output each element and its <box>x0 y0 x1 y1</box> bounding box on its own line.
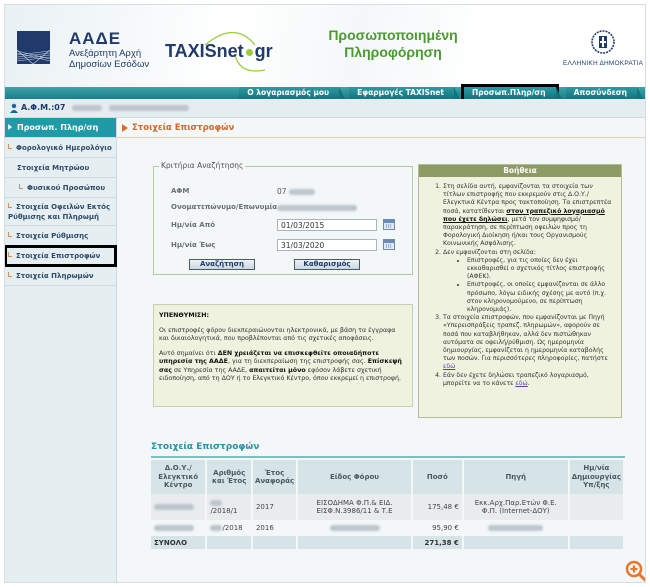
help-subitem-1: • Επιστροφές, για τις οποίες δεν έχει εκκαθαρισθεί ο σχετικός τίτλος επιστροφής (ΑΦΕΚ). <box>467 257 613 282</box>
cell-doy <box>151 494 206 520</box>
number-suffix: /2018 <box>222 524 243 532</box>
taxisnet-right: gr <box>254 41 273 61</box>
cell-doy <box>151 520 206 536</box>
help-bold: στον τραπεζικό λογαριασμό που έχετε δηλώσει <box>443 207 605 223</box>
taxisnet-left: TAXISnet <box>165 41 244 61</box>
reminder-bold: ΔΕΝ χρειάζεται να επισκεφθείτε οποιαδήποτε υπηρεσία της ΑΑΔΕ <box>159 349 380 365</box>
sidebar-item-debts[interactable] <box>5 198 116 226</box>
name-label: Ονοματεπώνυμο/Επωνυμία <box>171 203 278 211</box>
date-from-label: Ημ/νία Από <box>171 221 216 229</box>
table-header-row <box>151 460 624 494</box>
tree-branch-icon <box>19 184 23 189</box>
reminder-p2 <box>159 350 407 384</box>
page-banner-line1: Προσωποποιημένη <box>328 27 458 43</box>
page-banner <box>323 27 463 61</box>
cell-tax-type <box>297 520 412 536</box>
calendar-icon[interactable] <box>383 219 395 230</box>
help-item-2 <box>443 249 613 315</box>
tree-branch-icon <box>8 252 12 257</box>
results-divider <box>151 456 625 458</box>
reminder-text: σε Υπηρεσία της ΑΑΔΕ, <box>171 366 250 374</box>
doy-redacted <box>154 504 194 510</box>
help-text: Τα στοιχεία επιστροφών, που εμφανίζονται με Πηγή «Υπερεισπράξεις τραπεζ. πληρωμών», αφορούν σε ποσά που καταβλήθηκαν, αλλά δεν πιστώθηκαν αυτόματα σε οφειλή/ρύθμιση. Ως ημερομηνία δημιουργίας, εμφανίζεται η ημερομηνία καταβολής των ποσών. Για περισσότερες πληροφορίες, πατήστε <box>443 314 608 363</box>
user-bar <box>5 99 645 118</box>
total-amount: 271,38 € <box>412 536 463 549</box>
triangle-right-icon <box>8 124 12 130</box>
reminder-text: εφόσον λάβετε σχετική ειδοποίηση, από τη ΔΟΥ ή το Ελεγκτικό Κέντρο, όπου εκκρεμεί η επιστροφή. <box>159 366 402 382</box>
tab-my-account[interactable]: Ο λογαριασμός μου <box>239 87 339 99</box>
aade-logo-icon <box>17 31 50 64</box>
sidebar-item-natural-person[interactable] <box>5 178 116 198</box>
reminder-bold: απαιτείται μόνο <box>249 366 306 374</box>
triangle-right-icon <box>122 124 128 132</box>
tab-personal-info[interactable]: Προσωπ.Πληρ/ση <box>464 87 556 99</box>
number-suffix: /2018/1 <box>210 507 238 515</box>
search-criteria-fieldset <box>153 161 413 275</box>
help-text: . <box>527 379 530 387</box>
tree-branch-icon <box>8 272 12 277</box>
sidebar-item-label: Στοιχεία Ρύθμισης <box>16 232 89 240</box>
reminder-text: Αυτό σημαίνει ότι <box>159 349 218 357</box>
col-header-amount: Ποσό <box>412 460 463 494</box>
date-to-input[interactable] <box>277 239 377 251</box>
col-header-source: Πηγή <box>463 460 569 494</box>
help-item-1 <box>443 183 613 249</box>
clear-button[interactable]: Καθαρισμός <box>294 259 360 270</box>
sidebar-item-registry[interactable] <box>5 158 116 178</box>
cell-empty <box>206 536 252 549</box>
help-item-3 <box>443 314 613 371</box>
cell-empty <box>297 536 412 549</box>
tree-branch-icon <box>8 144 12 149</box>
col-header-doy: Δ.Ο.Υ./ Ελεγκτικό Κέντρο <box>151 460 206 494</box>
name-redacted <box>277 205 357 211</box>
afm-prefix: 07 <box>277 187 287 196</box>
help-text: Δεν εμφανίζονται στη σελίδα: <box>443 248 536 256</box>
cell-amount: 95,90 € <box>412 520 463 536</box>
criteria-legend: Κριτήρια Αναζήτησης <box>161 161 244 170</box>
col-header-number: Αριθμός και Έτος <box>206 460 252 494</box>
zoom-in-icon[interactable] <box>625 560 646 582</box>
help-subitem-2: • Επιστροφές, οι οποίες εμφανίζονται σε άλλο πρόσωπο, λόγω ειδικής σχέσης με αυτό (π.χ. στον κληρονομούμενο, σε περίπτωση κληρονομιάς). <box>467 281 613 314</box>
afm-redacted <box>289 189 315 195</box>
calendar-icon[interactable] <box>383 239 395 250</box>
sidebar-item-label: Προσωπ. Πληρ/ση <box>17 123 99 132</box>
greek-emblem-icon <box>590 29 616 55</box>
help-text: , μετά τον συμψηφισμό/ παρακράτηση, σε περίπτωση οφειλών προς τη Φορολογική Διοίκηση ή/και τους Οργανισμούς Κοινωνικής Ασφάλισης. <box>443 215 588 248</box>
tree-branch-icon <box>8 203 12 208</box>
user-icon <box>9 103 19 113</box>
org-name-line2: Δημοσίων Εσόδων <box>69 59 150 70</box>
sidebar-item-refunds[interactable] <box>5 246 116 266</box>
afm-redacted <box>72 105 102 111</box>
sidebar-item-label: Φυσικού Προσώπου <box>27 184 106 192</box>
tab-logout[interactable]: Αποσύνδεση <box>566 87 637 99</box>
number-redacted <box>210 525 222 531</box>
main-title-bar <box>117 118 645 138</box>
taxisnet-dot-icon <box>246 49 253 56</box>
help-link-more-info[interactable]: εδώ <box>443 363 456 371</box>
afm-label: ΑΦΜ <box>171 187 190 195</box>
user-name-redacted <box>109 105 189 111</box>
sidebar <box>5 118 117 583</box>
org-abbr: ΑΑΔΕ <box>69 29 122 48</box>
reminder-p1: Οι επιστροφές φόρου διεκπεραιώνονται ηλεκτρονικά, με βάση τα έγγραφα και δικαιολογητικά, που προβλέπονται από τις σχετικές αποφάσεις. <box>159 326 396 342</box>
sidebar-item-payments[interactable] <box>5 266 116 286</box>
cell-ref-year: 2017 <box>252 494 297 520</box>
top-nav <box>236 87 637 99</box>
help-link-bank-account[interactable]: εδώ <box>515 379 528 387</box>
afm-value <box>277 187 315 196</box>
help-text: Στη σελίδα αυτή, εμφανίζονται τα στοιχεία των τίτλων επιστροφής που εκκρεμούν στις Δ.Ο.Υ./ Ελεγκτικά Κέντρα προς τακτοποίηση. Τα επιστρεπτέα ποσά, κατατίθενται <box>443 183 612 215</box>
afm-label: Α.Φ.Μ.:07 <box>21 103 66 112</box>
tab-taxisnet-apps[interactable]: Εφαρμογές TAXISnet <box>349 87 454 99</box>
sidebar-item-label: Στοιχεία Μητρώου <box>17 164 90 172</box>
cell-tax-type: ΕΙΣΟΔΗΜΑ Φ.Π.& ΕΙΔ. ΕΙΣΦ.Ν.3986/11 & Τ.Ε <box>297 494 412 520</box>
gov-label: ΕΛΛΗΝΙΚΗ ΔΗΜΟΚΡΑΤΙΑ <box>563 60 644 67</box>
sidebar-item-tax-calendar[interactable] <box>5 138 116 158</box>
sidebar-item-label: Στοιχεία Επιστροφών <box>16 252 101 260</box>
results-title: Στοιχεία Επιστροφών <box>151 442 260 452</box>
col-header-created: Ημ/νία Δημιουργίας Υπ/ξης <box>569 460 624 494</box>
site-header <box>5 5 645 87</box>
reminder-text: , για τη διεκπεραίωση της επιστροφής σας. <box>227 358 368 365</box>
cell-ref-year: 2016 <box>252 520 297 536</box>
page-banner-line2: Πληροφόρηση <box>344 44 442 60</box>
col-header-tax-type: Είδος Φόρου <box>297 460 412 494</box>
sidebar-item-arrangement[interactable] <box>5 226 116 246</box>
org-name <box>69 48 149 70</box>
cell-empty <box>463 536 569 549</box>
tax-type-redacted <box>330 525 380 531</box>
table-row <box>151 494 624 520</box>
user-afm <box>21 103 189 112</box>
sidebar-item-label: Στοιχεία Πληρωμών <box>16 272 94 280</box>
source-redacted <box>488 525 543 531</box>
cell-created <box>569 494 624 520</box>
cell-empty <box>252 536 297 549</box>
cell-number <box>206 520 252 536</box>
table-row <box>151 520 624 536</box>
results-table <box>151 460 625 549</box>
page-frame <box>4 4 646 583</box>
total-row <box>151 536 624 549</box>
cell-number <box>206 494 252 520</box>
number-redacted <box>210 500 222 506</box>
reminder-box <box>153 304 413 407</box>
sidebar-item-label: Στοιχεία Οφειλών Εκτός Ρύθμισης και Πληρωμή <box>8 203 111 221</box>
search-button[interactable]: Αναζήτηση <box>189 259 255 270</box>
sidebar-item-label: Φορολογικό Ημερολόγιο <box>16 144 112 152</box>
help-title: Βοήθεια <box>419 165 621 177</box>
taxisnet-logo <box>165 41 273 62</box>
col-header-ref-year: Έτος Αναφοράς <box>252 460 297 494</box>
reminder-title: ΥΠΕΝΘΥΜΙΣΗ: <box>159 312 210 319</box>
cell-amount: 175,48 € <box>412 494 463 520</box>
help-box <box>418 164 622 418</box>
cell-created <box>569 520 624 536</box>
reminder-bold: Επίσκεψή σας <box>159 358 402 374</box>
cell-source <box>463 520 569 536</box>
page-title: Στοιχεία Επιστροφών <box>132 123 235 133</box>
tree-branch-icon <box>8 232 12 237</box>
org-name-line1: Ανεξάρτητη Αρχή <box>69 48 142 59</box>
sidebar-item-personal-info[interactable] <box>5 118 116 138</box>
doy-redacted <box>154 525 194 531</box>
cell-source: Εκκ.Αρχ.Παρ.Ετών Φ.Ε. Φ.Π. (Internet-ΔΟΥ) <box>463 494 569 520</box>
help-list <box>419 177 621 388</box>
date-from-input[interactable] <box>277 219 377 231</box>
help-sublist <box>443 257 613 314</box>
date-to-label: Ημ/νία Έως <box>171 241 216 249</box>
help-item-4 <box>443 372 613 388</box>
cell-empty <box>569 536 624 549</box>
total-label: ΣΥΝΟΛΟ <box>151 536 206 549</box>
help-text: Εάν δεν έχετε δηλώσει τραπεζικό λογαριασμό, μπορείτε να το κάνετε <box>443 371 589 387</box>
name-value <box>277 203 357 212</box>
